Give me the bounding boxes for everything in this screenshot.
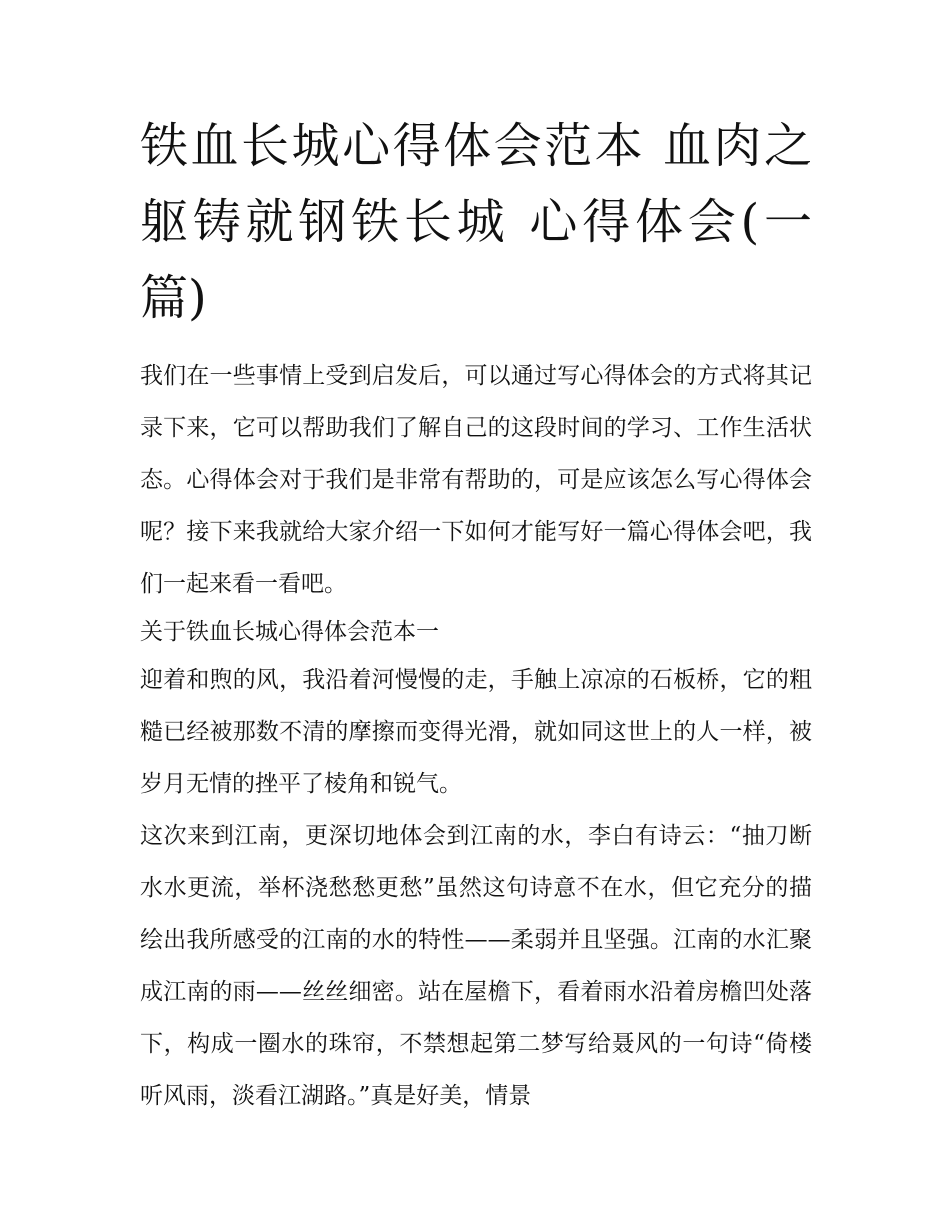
section-heading: 关于铁血长城心得体会范本一 (140, 619, 439, 645)
document-content (140, 108, 812, 1122)
intro-paragraph: 我们在一些事情上受到启发后，可以通过写心得体会的方式将其记录下来，它可以帮助我们了解自己的这段时间的学习、工作生活状态。心得体会对于我们是非常有帮助的，可是应该怎么写心得体会呢？接下来我就给大家介绍一下如何才能写好一篇心得体会吧，我们一起来看一看吧。 (140, 363, 812, 597)
document-body (140, 350, 812, 1122)
body-paragraph-2: 这次来到江南，更深切地体会到江南的水，李白有诗云：“抽刀断水水更流，举杯浇愁愁更愁”虽然这句诗意不在水，但它充分的描绘出我所感受的江南的水的特性——柔弱并且坚强。江南的水汇聚成江南的雨——丝丝细密。站在屋檐下，看着雨水沿着房檐凹处落下，构成一圈水的珠帘，不禁想起第二梦写给聂风的一句诗“倚楼听风雨，淡看江湖路。”真是好美，情景 (140, 823, 812, 1109)
document-title: 铁血长城心得体会范本 血肉之躯铸就钢铁长城 心得体会(一篇) (140, 118, 812, 326)
body-paragraph-1: 迎着和煦的风，我沿着河慢慢的走，手触上凉凉的石板桥，它的粗糙已经被那数不清的摩擦而变得光滑，就如同这世上的人一样，被岁月无情的挫平了棱角和锐气。 (140, 667, 812, 797)
